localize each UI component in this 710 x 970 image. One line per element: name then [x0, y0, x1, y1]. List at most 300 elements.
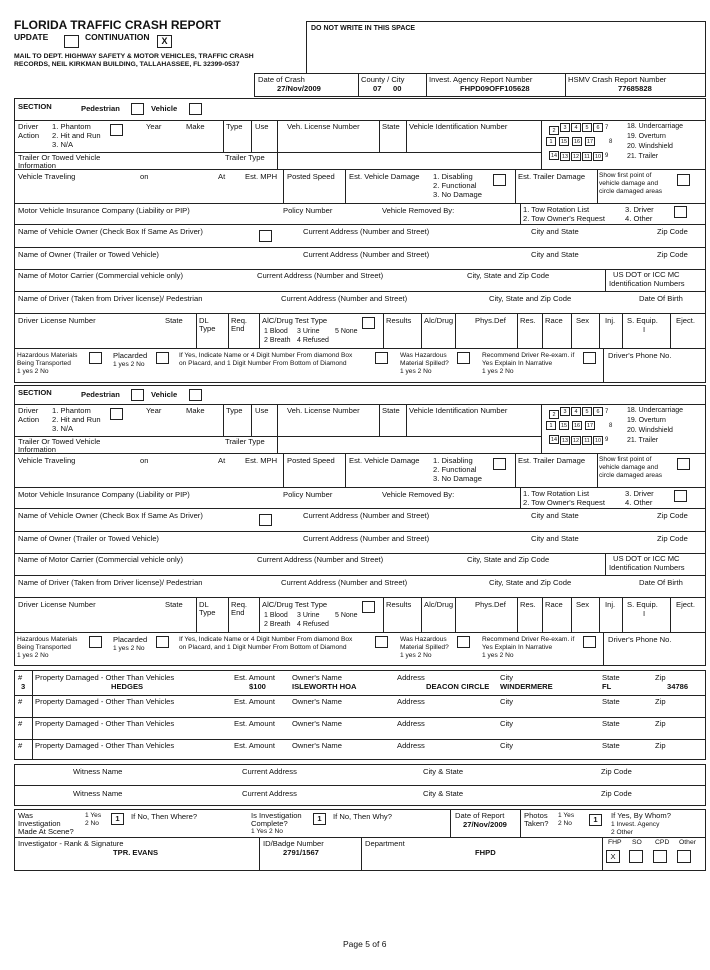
damage-overturn-2: 19. Overturn [627, 417, 666, 424]
trailer-owner-zip-label: Zip Code [657, 250, 688, 259]
est-vehicle-damage-label-2: Est. Vehicle Damage [349, 456, 420, 465]
page-number: Page 5 of 6 [343, 939, 387, 949]
vin-label: Vehicle Identification Number [409, 122, 508, 131]
est-trailer-damage-label: Est. Trailer Damage [518, 172, 586, 181]
driver-phone-label: Driver's Phone No. [608, 351, 672, 360]
witness-zip-label: Zip Code [601, 789, 632, 798]
type-label-2: Type [226, 406, 243, 415]
damage-overturn: 19. Overturn [627, 133, 666, 140]
est-mph-label: Est. MPH [245, 172, 278, 181]
test-urine: 3 Urine [297, 328, 320, 335]
make-label-2: Make [186, 406, 205, 415]
date-of-birth-label: Date Of Birth [639, 294, 683, 303]
witness-city-state-label: City & State [423, 789, 464, 798]
test-refused: 4 Refused [297, 337, 329, 344]
trailer-info-label-2-2: Information [18, 445, 56, 454]
city-label: City [500, 673, 514, 682]
trailer-owner-address-label: Current Address (Number and Street) [303, 250, 430, 259]
by-whom-label: If Yes, By Whom? [611, 811, 671, 820]
row-hash: # [18, 719, 23, 728]
owner-name-label: Owner's Name [292, 719, 342, 728]
address-label: Address [397, 673, 425, 682]
phys-def-label: Phys.Def [475, 316, 506, 325]
property-desc-label: Property Damaged - Other Than Vehicles [35, 673, 175, 682]
owner-city-state-label: City and State [531, 227, 579, 236]
eject-label: Eject. [676, 316, 695, 325]
vehicle-section-1 [14, 98, 706, 383]
was-investigation-yes: 1 Yes [85, 812, 102, 819]
spilled-label-2-2: Material Spilled? [400, 644, 449, 651]
mail-line-2: RECORDS, NEIL KIRKMAN BUILDING, TALLAHASSEE, FL 32399-0537 [14, 61, 240, 68]
trailer-owner-city-state-label-2: City and State [531, 534, 579, 543]
damage-area-8: 8 [609, 139, 613, 145]
by-whom-other: 2 Other [611, 829, 633, 836]
s-equip-label-2: S. Equip. [627, 600, 658, 609]
same-as-driver-checkbox[interactable] [259, 230, 272, 242]
alc-drug-label: Alc/Drug [424, 316, 454, 325]
trailer-type-label: Trailer Type [225, 153, 265, 162]
department-label: Department [365, 839, 405, 848]
trailer-info-label-1-2: Trailer Or Towed Vehicle [18, 437, 101, 446]
address-label: Address [397, 741, 425, 750]
spilled-yes-no: 1 yes 2 No [400, 368, 432, 375]
so-label: SO [632, 839, 642, 846]
make-label: Make [186, 122, 205, 131]
witness-name-label: Witness Name [73, 789, 123, 798]
tow-option-3: 3. Driver [625, 205, 654, 214]
reexam-checkbox-2[interactable] [583, 636, 596, 648]
date-of-birth-label-2: Date Of Birth [639, 578, 683, 587]
s-equip-value-2: I [643, 609, 646, 618]
placarded-checkbox[interactable] [156, 352, 169, 364]
motor-carrier-label-2: Name of Motor Carrier (Commercial vehicle only) [18, 555, 183, 564]
s-equip-label: S. Equip. [627, 316, 658, 325]
dl-state-label: State [165, 316, 183, 325]
driver-phone-label-2: Driver's Phone No. [608, 635, 672, 644]
amount-label: Est. Amount [234, 673, 275, 682]
form-title: FLORIDA TRAFFIC CRASH REPORT [14, 18, 221, 32]
date-of-report: 27/Nov/2009 [463, 820, 507, 829]
use-label: Use [255, 122, 269, 131]
hazmat-yes-no: 1 yes 2 No [17, 368, 49, 375]
vehicle-damage-2: 2. Functional [433, 181, 477, 190]
amount-label: Est. Amount [234, 697, 275, 706]
first-point-label-2: vehicle damage and [599, 180, 659, 187]
city-label: City [500, 719, 514, 728]
removed-by-checkbox[interactable] [674, 206, 687, 218]
test-blood-2: 1 Blood [264, 612, 288, 619]
investigator-name: TPR. EVANS [113, 848, 159, 857]
driver-city-state-zip-label: City, State and Zip Code [489, 294, 572, 303]
placarded-yes-no: 1 yes 2 No [113, 361, 145, 368]
res-label: Res. [520, 316, 536, 325]
was-investigation-label-3: Made At Scene? [18, 827, 74, 836]
driver-address-label: Current Address (Number and Street) [281, 294, 408, 303]
state-label: State [382, 122, 400, 131]
driver-name-label-2: Name of Driver (Taken from Driver license)/ Pedestrian [18, 578, 203, 587]
damage-windshield: 20. Windshield [627, 143, 673, 150]
year-label-2: Year [146, 406, 162, 415]
first-point-label-3: circle damaged areas [599, 188, 663, 195]
date-of-crash-label: Date of Crash [258, 75, 305, 84]
tow-option-4: 4. Other [625, 214, 653, 223]
driver-action-checkbox[interactable] [110, 124, 123, 136]
use-label-2: Use [255, 406, 269, 415]
property-city: WINDERMERE [500, 682, 553, 691]
address-label: Address [397, 719, 425, 728]
cpd-label: CPD [655, 839, 670, 846]
pedestrian-checkbox[interactable] [131, 103, 144, 115]
spilled-checkbox[interactable] [457, 352, 470, 364]
badge-number: 2791/1567 [283, 848, 319, 857]
hazmat-checkbox[interactable] [89, 352, 102, 364]
zip-label: Zip [655, 741, 666, 750]
dl-type-label-1-2: DL [199, 600, 209, 609]
vehicle-checkbox-2[interactable] [189, 389, 202, 401]
dl-type-label-2: Type [199, 324, 216, 333]
crash-id-row [254, 73, 706, 97]
race-label-2: Race [545, 600, 563, 609]
state-label: State [602, 697, 620, 706]
alc-test-checkbox[interactable] [362, 317, 375, 329]
was-investigation-label-1: Was [18, 811, 33, 820]
tow-option-3-2: 3. Driver [625, 489, 654, 498]
driver-action-label: Driver Action [18, 122, 40, 140]
other-checkbox[interactable] [677, 850, 691, 863]
inj-label: Inj. [605, 316, 616, 325]
driver-action-2-2: 2. Hit and Run [52, 415, 101, 424]
dl-state-label-2: State [165, 600, 183, 609]
property-number: 3 [21, 682, 26, 691]
property-zip: 34786 [667, 682, 689, 691]
vehicle-damage-1-2: 1. Disabling [433, 456, 473, 465]
other-label: Other [679, 839, 696, 846]
property-desc: HEDGES [111, 682, 144, 691]
complete-yes-no: 1 Yes 2 No [251, 828, 283, 835]
vehicle-owner-label: Name of Vehicle Owner (Check Box If Same As Driver) [18, 227, 203, 236]
spilled-label-2: Material Spilled? [400, 360, 449, 367]
agency-report-number: FHPD09OFF105628 [460, 84, 530, 93]
damage-undercarriage: 18. Undercarriage [627, 123, 684, 130]
vehicle-traveling-label-2: Vehicle Traveling [18, 456, 76, 465]
diamond-checkbox[interactable] [375, 352, 388, 364]
req-end-label-1-2: Req. [231, 600, 248, 609]
if-no-where-label: If No, Then Where? [131, 812, 198, 821]
driver-action-1: 1. Phantom [52, 122, 91, 131]
hazmat-label-2-2: Being Transported [17, 644, 71, 651]
first-point-checkbox-2[interactable] [677, 458, 690, 470]
spilled-label-1: Was Hazardous [400, 352, 447, 359]
property-amount: $100 [249, 682, 266, 691]
do-not-write-box [306, 21, 706, 73]
amount-label: Est. Amount [234, 741, 275, 750]
investigation-section [14, 809, 706, 871]
carrier-city-state-zip-label: City, State and Zip Code [467, 271, 550, 280]
trailer-owner-zip-label-2: Zip Code [657, 534, 688, 543]
reexam-checkbox[interactable] [583, 352, 596, 364]
removed-by-checkbox-2[interactable] [674, 490, 687, 502]
carrier-address-label-2: Current Address (Number and Street) [257, 555, 384, 564]
driver-action-3-2: 3. N/A [52, 424, 74, 433]
date-of-report-label: Date of Report [455, 811, 505, 820]
update-label: UPDATE [14, 32, 49, 42]
row-hash: # [18, 673, 23, 682]
tow-option-2-2: 2. Tow Owner's Request [523, 498, 605, 507]
continuation-checkbox[interactable]: X [157, 35, 172, 48]
witness-address-label: Current Address [242, 767, 297, 776]
posted-speed-label: Posted Speed [287, 172, 335, 181]
zip-label: Zip [655, 697, 666, 706]
removed-by-label: Vehicle Removed By: [382, 206, 455, 215]
dl-type-label-1: DL [199, 316, 209, 325]
zip-label: Zip [655, 673, 666, 682]
posted-speed-label-2: Posted Speed [287, 456, 335, 465]
vehicle-label-2: Vehicle [151, 390, 178, 399]
address-label: Address [397, 697, 425, 706]
damage-undercarriage-2: 18. Undercarriage [627, 407, 684, 414]
veh-license-label: Veh. License Number [287, 122, 360, 131]
test-breath: 2 Breath [264, 337, 291, 344]
damage-windshield-2: 20. Windshield [627, 427, 673, 434]
owner-address-label-2: Current Address (Number and Street) [303, 511, 430, 520]
section-label: SECTION [18, 102, 52, 111]
req-end-label-2: End [231, 324, 245, 333]
same-as-driver-checkbox-2[interactable] [259, 514, 272, 526]
diamond-label-2-2: on Placard, and 1 Digit Number From Bottom of Diamond [179, 644, 347, 651]
insurance-label-2: Motor Vehicle Insurance Company (Liability or PIP) [18, 490, 190, 499]
diamond-label-2: on Placard, and 1 Digit Number From Bottom of Diamond [179, 360, 347, 367]
placarded-checkbox-2[interactable] [156, 636, 169, 648]
state-label-2: State [382, 406, 400, 415]
complete-label-1: Is Investigation [251, 811, 302, 820]
was-investigation-box[interactable]: 1 [111, 813, 124, 825]
property-damage-table [14, 670, 706, 760]
trailer-owner-address-label-2: Current Address (Number and Street) [303, 534, 430, 543]
owner-name-label: Owner's Name [292, 741, 342, 750]
test-refused-2: 4 Refused [297, 621, 329, 628]
req-end-label-2-2: End [231, 608, 245, 617]
driver-action-checkbox-2[interactable] [110, 408, 123, 420]
dl-number-label-2: Driver License Number [18, 600, 96, 609]
owner-name-label: Owner's Name [292, 697, 342, 706]
driver-address-label-2: Current Address (Number and Street) [281, 578, 408, 587]
reexam-label-2-2: Yes Explain In Narrative [482, 644, 553, 651]
city-label: City [500, 741, 514, 750]
damage-area-7: 7 [605, 125, 609, 131]
reexam-label-1: Recommend Driver Re-exam. if [482, 352, 575, 359]
hazmat-label-2: Being Transported [17, 360, 71, 367]
state-label: State [602, 673, 620, 682]
property-owner: ISLEWORTH HOA [292, 682, 357, 691]
reexam-label-2: Yes Explain In Narrative [482, 360, 553, 367]
sex-label: Sex [576, 316, 590, 325]
vehicle-damage-diagram[interactable]: 2 3 4 5 6 1 15 16 17 14 13 12 11 10 [545, 122, 603, 162]
driver-action-2: 2. Hit and Run [52, 131, 101, 140]
at-label-2: At [218, 456, 226, 465]
first-point-checkbox[interactable] [677, 174, 690, 186]
vehicle-owner-label-2: Name of Vehicle Owner (Check Box If Same As Driver) [18, 511, 203, 520]
hsmv-number: 77685828 [618, 84, 652, 93]
amount-label: Est. Amount [234, 719, 275, 728]
continuation-label: CONTINUATION [85, 32, 150, 42]
fhp-label: FHP [608, 839, 622, 846]
spilled-yes-no-2: 1 yes 2 No [400, 652, 432, 659]
witness-table [14, 764, 706, 806]
row-hash: # [18, 697, 23, 706]
do-not-write-label: DO NOT WRITE IN THIS SPACE [311, 25, 416, 32]
trailer-type-label-2: Trailer Type [225, 437, 265, 446]
est-vehicle-damage-label: Est. Vehicle Damage [349, 172, 420, 181]
tow-option-1-2: 1. Tow Rotation List [523, 489, 590, 498]
if-no-why-label: If No, Then Why? [333, 812, 392, 821]
damage-area-7-2: 7 [605, 409, 609, 415]
owner-zip-label: Zip Code [657, 227, 688, 236]
damage-area-9-2: 9 [605, 437, 609, 443]
results-label-2: Results [386, 600, 412, 609]
est-mph-label-2: Est. MPH [245, 456, 278, 465]
so-checkbox[interactable] [629, 850, 643, 863]
vehicle-section-2 [14, 385, 706, 666]
s-equip-value: I [643, 325, 646, 334]
test-none: 5 None [335, 328, 358, 335]
was-investigation-label-2: Investigation [18, 819, 61, 828]
spilled-checkbox-2[interactable] [457, 636, 470, 648]
vehicle-checkbox[interactable] [189, 103, 202, 115]
at-label: At [218, 172, 226, 181]
update-checkbox[interactable] [64, 35, 79, 48]
owner-name-label: Owner's Name [292, 673, 342, 682]
driver-action-3: 3. N/A [52, 140, 74, 149]
pedestrian-label-2: Pedestrian [81, 390, 120, 399]
was-investigation-no: 2 No [85, 820, 99, 827]
investigator-label: Investigator - Rank & Signature [18, 839, 124, 848]
by-whom-agency: 1 Invest. Agency [611, 821, 660, 828]
eject-label-2: Eject. [676, 600, 695, 609]
spilled-label-1-2: Was Hazardous [400, 636, 447, 643]
trailer-owner-label: Name of Owner (Trailer or Towed Vehicle) [18, 250, 159, 259]
badge-label: ID/Badge Number [263, 839, 324, 848]
owner-address-label: Current Address (Number and Street) [303, 227, 430, 236]
placarded-label-2: Placarded [113, 635, 148, 644]
sex-label-2: Sex [576, 600, 590, 609]
type-label: Type [226, 122, 243, 131]
trailer-info-label-1: Trailer Or Towed Vehicle [18, 153, 101, 162]
vehicle-damage-diagram-2[interactable]: 2 3 4 5 6 1 15 16 17 14 13 12 11 10 [545, 406, 603, 446]
usdot-label-2: Identification Numbers [609, 279, 685, 288]
city-code: 00 [393, 84, 402, 93]
alc-test-checkbox-2[interactable] [362, 601, 375, 613]
damage-trailer: 21. Trailer [627, 153, 659, 160]
damage-area-9: 9 [605, 153, 609, 159]
driver-name-label: Name of Driver (Taken from Driver license)/ Pedestrian [18, 294, 203, 303]
placarded-yes-no-2: 1 yes 2 No [113, 645, 145, 652]
owner-zip-label-2: Zip Code [657, 511, 688, 520]
property-desc-label: Property Damaged - Other Than Vehicles [35, 697, 175, 706]
vehicle-damage-checkbox[interactable] [493, 174, 506, 186]
cpd-checkbox[interactable] [653, 850, 667, 863]
county-city-label: County / City [361, 75, 405, 84]
trailer-info-label-2: Information [18, 161, 56, 170]
first-point-label-1: Show first point of [599, 172, 652, 179]
usdot-label-1-2: US DOT or ICC MC [613, 554, 680, 563]
usdot-label-1: US DOT or ICC MC [613, 270, 680, 279]
vin-label-2: Vehicle Identification Number [409, 406, 508, 415]
alc-test-label-2: AlC/Drug Test Type [262, 600, 328, 609]
trailer-owner-city-state-label: City and State [531, 250, 579, 259]
zip-label: Zip [655, 719, 666, 728]
state-label: State [602, 741, 620, 750]
pedestrian-checkbox-2[interactable] [131, 389, 144, 401]
city-label: City [500, 697, 514, 706]
property-state: FL [602, 682, 612, 691]
witness-address-label: Current Address [242, 789, 297, 798]
diamond-checkbox-2[interactable] [375, 636, 388, 648]
fhp-checkbox[interactable]: X [606, 850, 620, 863]
agency-report-label: Invest. Agency Report Number [429, 75, 533, 84]
policy-label-2: Policy Number [283, 490, 333, 499]
hazmat-yes-no-2: 1 yes 2 No [17, 652, 49, 659]
inj-label-2: Inj. [605, 600, 616, 609]
photos-no: 2 No [558, 820, 572, 827]
test-breath-2: 2 Breath [264, 621, 291, 628]
first-point-label-2-2: vehicle damage and [599, 464, 659, 471]
witness-zip-label: Zip Code [601, 767, 632, 776]
motor-carrier-label: Name of Motor Carrier (Commercial vehicle only) [18, 271, 183, 280]
trailer-owner-label-2: Name of Owner (Trailer or Towed Vehicle) [18, 534, 159, 543]
complete-label-2: Complete? [251, 819, 288, 828]
first-point-label-1-2: Show first point of [599, 456, 652, 463]
date-of-crash: 27/Nov/2009 [277, 84, 321, 93]
vehicle-damage-checkbox-2[interactable] [493, 458, 506, 470]
vehicle-damage-1: 1. Disabling [433, 172, 473, 181]
witness-name-label: Witness Name [73, 767, 123, 776]
photos-yes: 1 Yes [558, 812, 575, 819]
reexam-yes-no: 1 yes 2 No [482, 368, 514, 375]
hazmat-label-1-2: Hazardous Materials [17, 636, 78, 643]
tow-option-4-2: 4. Other [625, 498, 653, 507]
driver-action-label-2: Driver Action [18, 406, 40, 424]
vehicle-damage-3: 3. No Damage [433, 190, 482, 199]
tow-option-2: 2. Tow Owner's Request [523, 214, 605, 223]
mail-line-1: MAIL TO DEPT. HIGHWAY SAFETY & MOTOR VEHICLES, TRAFFIC CRASH [14, 53, 254, 60]
year-label: Year [146, 122, 162, 131]
alc-test-label: AlC/Drug Test Type [262, 316, 328, 325]
witness-city-state-label: City & State [423, 767, 464, 776]
test-none-2: 5 None [335, 612, 358, 619]
damage-area-8-2: 8 [609, 423, 613, 429]
hazmat-label-1: Hazardous Materials [17, 352, 78, 359]
section-label-2: SECTION [18, 388, 52, 397]
pedestrian-label: Pedestrian [81, 104, 120, 113]
owner-city-state-label-2: City and State [531, 511, 579, 520]
phys-def-label-2: Phys.Def [475, 600, 506, 609]
state-label: State [602, 719, 620, 728]
photos-label-1: Photos [524, 811, 548, 820]
complete-box[interactable]: 1 [313, 813, 326, 825]
tow-option-1: 1. Tow Rotation List [523, 205, 590, 214]
alc-drug-label-2: Alc/Drug [424, 600, 454, 609]
diamond-label-1-2: If Yes, Indicate Name or 4 Digit Number From diamond Box [179, 636, 353, 643]
hazmat-checkbox-2[interactable] [89, 636, 102, 648]
race-label: Race [545, 316, 563, 325]
usdot-label-2-2: Identification Numbers [609, 563, 685, 572]
photos-box[interactable]: 1 [589, 814, 602, 826]
reexam-yes-no-2: 1 yes 2 No [482, 652, 514, 659]
vehicle-damage-2-2: 2. Functional [433, 465, 477, 474]
property-desc-label: Property Damaged - Other Than Vehicles [35, 741, 175, 750]
removed-by-label-2: Vehicle Removed By: [382, 490, 455, 499]
hsmv-label: HSMV Crash Report Number [568, 75, 667, 84]
